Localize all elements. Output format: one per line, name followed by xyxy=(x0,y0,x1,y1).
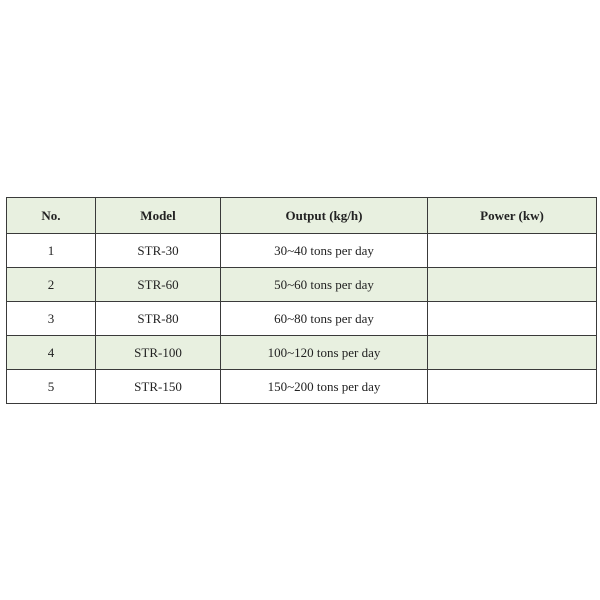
cell-output: 150~200 tons per day xyxy=(221,370,428,404)
table-row xyxy=(7,302,597,336)
cell-no: 2 xyxy=(7,268,96,302)
header-power: Power (kw) xyxy=(428,198,597,234)
cell-power xyxy=(428,336,597,370)
cell-model: STR-80 xyxy=(96,302,221,336)
cell-model: STR-60 xyxy=(96,268,221,302)
table-row xyxy=(7,336,597,370)
cell-power xyxy=(428,370,597,404)
cell-no: 4 xyxy=(7,336,96,370)
table-row xyxy=(7,234,597,268)
cell-model: STR-100 xyxy=(96,336,221,370)
cell-output: 50~60 tons per day xyxy=(221,268,428,302)
cell-output: 60~80 tons per day xyxy=(221,302,428,336)
cell-model: STR-30 xyxy=(96,234,221,268)
cell-model: STR-150 xyxy=(96,370,221,404)
table-row xyxy=(7,268,597,302)
cell-power xyxy=(428,302,597,336)
cell-output: 30~40 tons per day xyxy=(221,234,428,268)
table-row xyxy=(7,370,597,404)
cell-power xyxy=(428,268,597,302)
cell-power xyxy=(428,234,597,268)
cell-no: 1 xyxy=(7,234,96,268)
header-model: Model xyxy=(96,198,221,234)
header-output: Output (kg/h) xyxy=(221,198,428,234)
table-header-row xyxy=(7,198,597,234)
cell-no: 5 xyxy=(7,370,96,404)
header-no: No. xyxy=(7,198,96,234)
cell-output: 100~120 tons per day xyxy=(221,336,428,370)
spec-table xyxy=(6,197,597,404)
cell-no: 3 xyxy=(7,302,96,336)
